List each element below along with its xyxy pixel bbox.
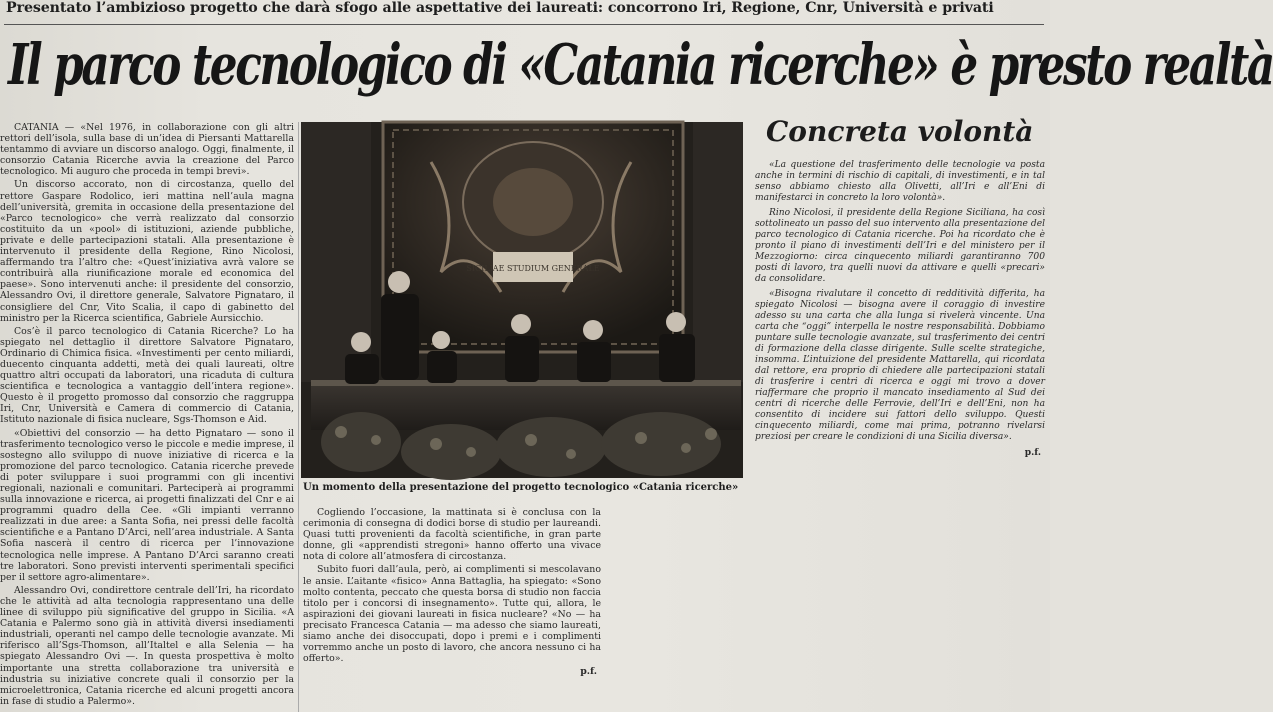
photo-caption: Un momento della presentazione del progetto tecnologico «Catania ricerche» <box>303 482 739 493</box>
signature: p.f. <box>580 666 597 678</box>
paragraph: Subito fuori dall’aula, però, ai complimenti si mescolavano le ansie. L’aitante «fisico» Anna Battaglia, ha spiegato: «Sono molto contenta, peccato che questa borsa di studio non faccia titolo per i concorsi di insegnamento». Tutte qui, allora, le aspirazioni dei giovani laureati in fisica nucleare? «No — ha precisato Francesca Catania — ma adesso che siamo laureati, siamo anche dei disoccupati, dopo i premi e i complimenti vorremmo anche un posto di lavoro, che ancora nessuno ci ha offerto». <box>303 564 601 665</box>
paragraph: Rino Nicolosi, il presidente della Regione Siciliana, ha così sottolineato un passo del suo intervento alla presentazione del parco tecnologico di Catania ricerche. Poi ha ricordato che è pronto il piano di investimenti dell’Iri e del ministero per il Mezzogiorno: circa cinquecento miliardi garantiranno 700 posti di lavoro, tra quelli nuovi da attivare e quelli «precari» da consolidare. <box>755 208 1045 284</box>
press-photo <box>301 122 743 478</box>
header-rule <box>4 24 1044 25</box>
article-column-center <box>303 507 601 712</box>
article-column-left <box>0 122 294 712</box>
kicker: Presentato l’ambizioso progetto che darà sfogo alle aspettative dei laureati: concorrono Iri, Regione, Cnr, Università e privati <box>6 0 994 16</box>
headline: Il parco tecnologico di «Catania ricerche» è presto realtà <box>8 32 1273 98</box>
sidebar-text <box>755 160 1045 500</box>
paragraph: «La questione del trasferimento delle tecnologie va posta anche in termini di rischio di capitali, di investimenti, e in tal senso abbiamo chiesto alla Olivetti, all’Iri e all’Eni di manifestarci in concreto la loro volontà». <box>755 160 1045 203</box>
paragraph: Alessandro Ovi, condirettore centrale dell’Iri, ha ricordato che le attività ad alta tecnologia rappresentano una delle linee di sviluppo più significative del gruppo in Sicilia. «A Catania e Palermo sono già in attività diversi insediamenti industriali, operanti nel campo delle tecnologie avanzate. Mi riferisco all’Sgs-Thomson, all’Italtel e alla Selenia — ha spiegato Alessandro Ovi —. In questa prospettiva è molto importante una stretta collaborazione tra università e industria su iniziative concrete quali il consorzio per la microelettronica, Catania ricerche ed alcuni progetti ancora in fase di studio a Palermo». <box>0 584 294 707</box>
paragraph: Cogliendo l’occasione, la mattinata si è conclusa con la cerimonia di consegna di dodici borse di studio per laureandi. Quasi tutti provenienti da facoltà scientifiche, in gran parte donne, gli «apprendisti stregoni» hanno offerto una vivace nota di colore all’atmosfera di circostanza. <box>303 507 601 563</box>
signature: p.f. <box>1024 447 1041 458</box>
paragraph: CATANIA — «Nel 1976, in collaborazione con gli altri rettori dell’isola, sulla base di un’idea di Piersanti Mattarella tentammo di avviare un discorso analogo. Oggi, finalmente, il consorzio Catania Ricerche avvia la creazione del Parco tecnologico. Mi auguro che proceda in tempi brevi». <box>0 122 294 178</box>
paragraph: «Obiettivi del consorzio — ha detto Pignataro — sono il trasferimento tecnologico verso le piccole e medie imprese, il sostegno allo sviluppo di nuove iniziative di ricerca e la promozione del parco tecnologico. Catania ricerche prevede di poter sviluppare i suoi programmi con gli incentivi regionali, nazionali e comunitari. Parteciperà ai programmi sulla innovazione e ricerca, ai progetti finalizzati del Cnr e ai programmi quadro della Cee. «Gli impianti verranno realizzati in due aree: a Santa Sofia, nei pressi delle facoltà scientifiche e a Pantano D’Arci, nell’area industriale. A Santa Sofia nascerà il centro di ricerca per l’innovazione tecnologica nelle imprese. A Pantano D’Arci saranno creati tre laboratori. Sono previsti interventi sperimentali specifici per il settore agro-alimentare». <box>0 427 294 583</box>
photo-illustration <box>301 122 743 478</box>
paragraph: Un discorso accorato, non di circostanza, quello del rettore Gaspare Rodolico, ieri mattina nell’aula magna dell’università, gremita in occasione della presentazione del «Parco tecnologico» che verrà realizzato dal consorzio costituito da un «pool» di istituzioni, aziende pubbliche, private e delle partecipazioni statali. Alla presentazione è intervenuto il presidente della Regione, Rino Nicolosi, affermando tra l’altro che: «Quest’iniziativa avrà valore se contribuirà alla riunificazione morale ed economica del paese». Sono intervenuti anche: il presidente del consorzio, Alessandro Ovi, il direttore generale, Salvatore Pignataro, il consigliere del Cnr, Vito Scalia, il capo di gabinetto del ministro per la Ricerca scientifica, Gabriele Aursicchio. <box>0 179 294 324</box>
sidebar-title: Concreta volontà <box>766 115 1034 148</box>
paragraph: «Bisogna rivalutare il concetto di redditività differita, ha spiegato Nicolosi — bisogna avere il coraggio di investire adesso su una carta che alla lunga si rivelerà vincente. Una carta che “oggi” interpella le nostre responsabilità. Dobbiamo puntare sulle tecnologie avanzate, sul trasferimento dei centri di formazione della classe dirigente. Sulle scelte strategiche, insomma. L’intuizione del presidente Mattarella, qui ricordata dal rettore, era proprio di chiedere alle partecipazioni statali di trasferire i centri di ricerca e oggi mi trovo a dover riaffermare che proprio il mancato insediamento al Sud dei centri di ricerche delle Ferrovie, dell’Iri e dell’Eni, non ha consentito di incidere sui fattori dello sviluppo. Questi cinquecento miliardi, come mai prima, potranno rivelarsi preziosi per creare le condizioni di una Sicilia diversa». <box>755 289 1045 442</box>
banner-text: SICILIAE STUDIUM GENERALE <box>466 264 600 273</box>
column-divider <box>298 122 299 712</box>
paragraph: Cos’è il parco tecnologico di Catania Ricerche? Lo ha spiegato nel dettaglio il direttore Salvatore Pignataro, Ordinario di Chimica fisica. «Investimenti per cento miliardi, duecento cinquanta addetti, metà dei quali laureati, oltre quattro altri occupati da laboratori, una ricaduta di cultura scientifica e tecnologica a vantaggio dell’intera regione». Questo è il progetto promosso dal consorzio che raggruppa Iri, Cnr, Università e Camera di commercio di Catania, Istituto nazionale di fisica nucleare, Sgs-Thomson e Aid. <box>0 325 294 426</box>
